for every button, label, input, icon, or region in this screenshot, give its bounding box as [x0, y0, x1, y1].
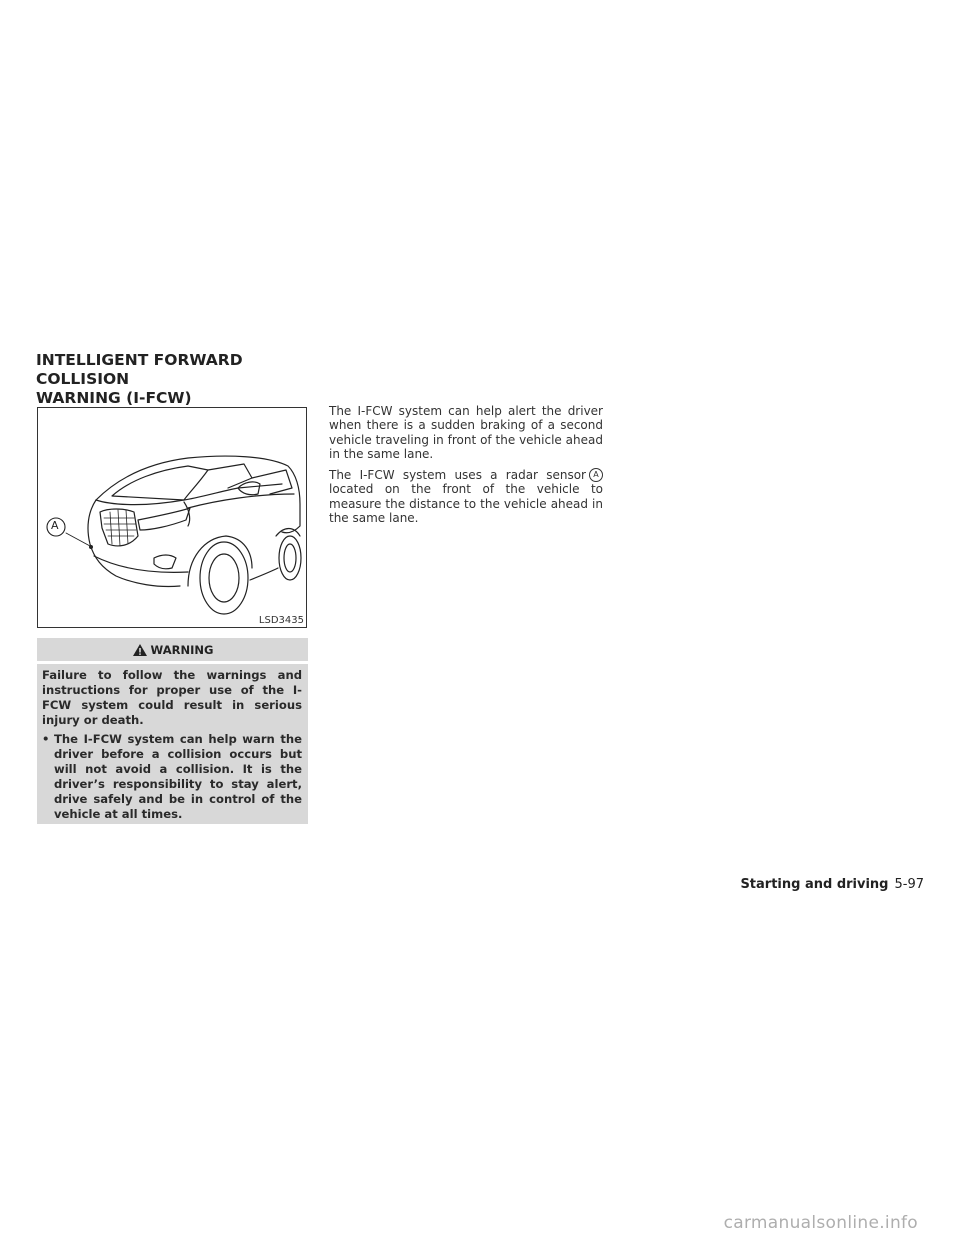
body-paragraph-2-start: The I-FCW system uses a radar sensor — [329, 467, 586, 482]
warning-header — [37, 638, 308, 661]
sensor-marker-a: A — [589, 468, 603, 482]
footer-section-name: Starting and driving — [740, 877, 889, 892]
page-number: 5-97 — [894, 877, 924, 892]
warning-title: WARNING — [150, 642, 214, 657]
warning-bullet-text: The I-FCW system can help warn the driver before a collision occurs but will not avoid a collision. It is the driver’s responsibility to stay alert, drive safely and be in control of the vehicle at all times. — [54, 732, 302, 821]
watermark: carmanualsonline.info — [723, 1213, 918, 1233]
page-footer — [700, 877, 924, 892]
body-paragraph-1: The I-FCW system can help alert the driver when there is a sudden braking of a second vehicle traveling in front of the vehicle ahead in the same lane. — [329, 404, 603, 462]
warning-triangle-icon — [132, 643, 148, 657]
vehicle-radar-figure — [37, 407, 307, 628]
warning-body — [37, 664, 308, 824]
vehicle-illustration — [38, 408, 306, 627]
bullet-dot: • — [42, 732, 50, 746]
section-heading-line1: INTELLIGENT FORWARD COLLISION — [36, 351, 243, 388]
figure-code: LSD3435 — [258, 615, 304, 626]
body-paragraph-2-end: located on the front of the vehicle to measure the distance to the vehicle ahead in the same lane. — [329, 482, 603, 525]
body-text-column — [329, 404, 603, 531]
body-paragraph-2 — [329, 468, 603, 526]
section-heading-line2: WARNING (I-FCW) — [36, 389, 192, 407]
section-heading — [36, 351, 336, 408]
callout-label-a: A — [51, 519, 59, 532]
warning-bullet — [42, 732, 302, 822]
warning-intro: Failure to follow the warnings and instructions for proper use of the I-FCW system could result in serious injury or death. — [42, 668, 302, 727]
